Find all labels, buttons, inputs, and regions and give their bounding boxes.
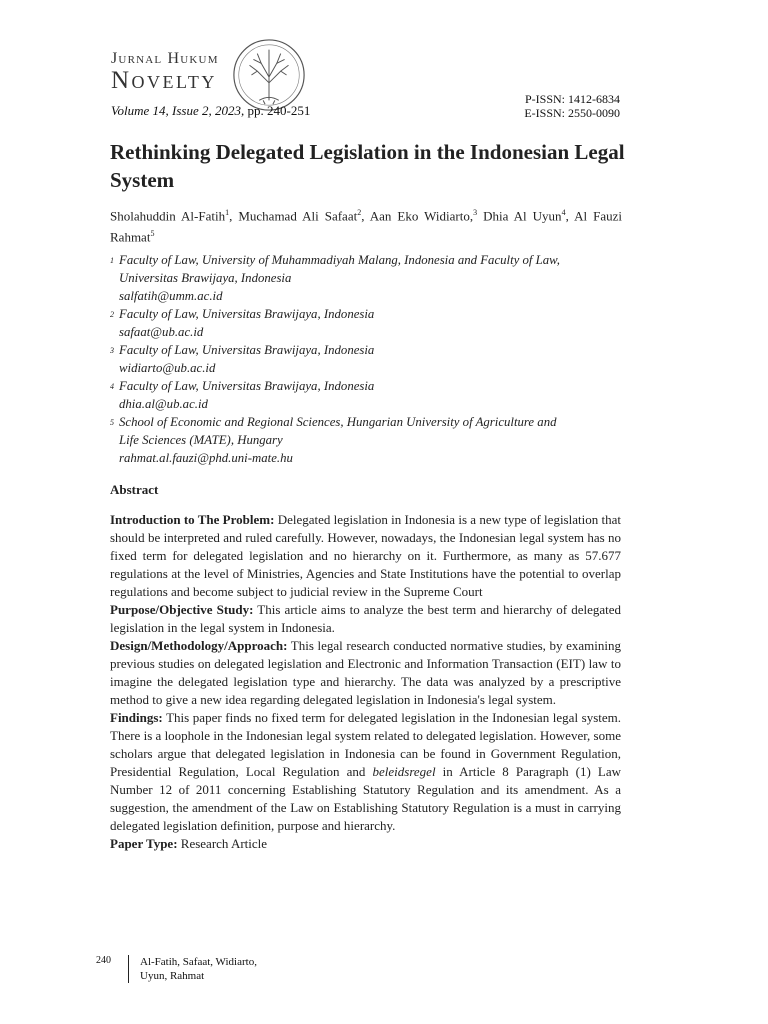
affiliation-line: Faculty of Law, Universitas Brawijaya, Indonesia — [119, 379, 375, 393]
findings-label: Findings: — [110, 710, 163, 725]
findings-italic-term: beleidsregel — [372, 764, 436, 779]
journal-name-line2: Novelty — [111, 67, 217, 94]
findings-text-2: in Article 8 Paragraph (1) Law Number 12 of 2011 concerning Establishing Statutory Regulation and its amendment. As a suggestion, the amendment of the Law on Establishing Statutory Regulation is a must in carrying delegated legislation definition, purpose and hierarchy. — [110, 764, 621, 833]
abstract-design — [110, 637, 621, 709]
affiliation-line: safaat@ub.ac.id — [119, 325, 204, 339]
footer-divider — [128, 955, 129, 983]
p-issn: P-ISSN: 1412-6834 — [524, 92, 620, 106]
affiliation-item — [110, 377, 630, 413]
papertype-text: Research Article — [177, 836, 268, 851]
affiliation-line: Life Sciences (MATE), Hungary — [119, 433, 283, 447]
affiliation-line: widiarto@ub.ac.id — [119, 361, 216, 375]
journal-name-line1: Jurnal Hukum — [111, 50, 219, 67]
abstract-heading: Abstract — [110, 482, 159, 497]
affiliation-list — [110, 251, 630, 467]
purpose-label: Purpose/Objective Study: — [110, 602, 254, 617]
affiliation-line: Universitas Brawijaya, Indonesia — [119, 271, 292, 285]
affiliation-number: 4 — [110, 382, 114, 391]
volume-issue: Volume 14, Issue 2, 2023, — [111, 103, 245, 118]
running-authors-line2: Uyun, Rahmat — [140, 970, 205, 982]
e-issn: E-ISSN: 2550-0090 — [524, 106, 620, 120]
affiliation-text — [119, 413, 630, 467]
author-separator: , — [361, 208, 370, 224]
author-list — [110, 204, 622, 247]
author-affiliation-marker: 2 — [357, 208, 362, 217]
page-range: pp. 240-251 — [247, 103, 311, 118]
running-authors — [140, 955, 257, 983]
abstract-introduction — [110, 511, 621, 601]
author-affiliation-marker: 4 — [561, 208, 566, 217]
affiliation-line: Faculty of Law, University of Muhammadiyah Malang, Indonesia and Faculty of Law, — [119, 253, 560, 267]
design-label: Design/Methodology/Approach: — [110, 638, 288, 653]
author-name: Aan Eko Widiarto, — [369, 208, 474, 224]
affiliation-number: 3 — [110, 346, 114, 355]
papertype-label: Paper Type: — [110, 836, 178, 851]
affiliation-text — [119, 341, 630, 377]
affiliation-line: Faculty of Law, Universitas Brawijaya, Indonesia — [119, 307, 375, 321]
author-separator: , — [229, 208, 239, 224]
intro-text: Delegated legislation in Indonesia is a new type of legislation that should be interpreted and ruled carefully. However, nowadays, the Indonesian legal system has no fixed term for delegated legislation and no hierarchy on it. Furthermore, as many as 57.677 regulations at the level of Ministries, Agencies and State Institutions have the potential to overlap regulations and become subject to judicial review in the Supreme Court — [110, 512, 621, 599]
affiliation-item — [110, 251, 630, 305]
affiliation-text — [119, 305, 630, 341]
abstract-purpose — [110, 601, 621, 637]
author-name: Sholahuddin Al-Fatih — [110, 208, 226, 224]
affiliation-line: Faculty of Law, Universitas Brawijaya, Indonesia — [119, 343, 375, 357]
issn-block — [524, 92, 620, 120]
affiliation-number: 1 — [110, 256, 114, 265]
intro-label: Introduction to The Problem: — [110, 512, 275, 527]
author-affiliation-marker: 5 — [150, 229, 155, 239]
affiliation-line: salfatih@umm.ac.id — [119, 289, 223, 303]
affiliation-number: 5 — [110, 418, 114, 427]
author-name: Muchamad Ali Safaat — [238, 208, 358, 224]
affiliation-item — [110, 341, 630, 377]
volume-line — [111, 103, 310, 119]
design-text: This legal research conducted normative studies, by examining previous studies on delegated legislation and Electronic and Information Transaction (EIT) law to imagine the delegated legislation type and hierarchy. The data was analyzed by a prescriptive method to give a new idea regarding delegated legislation in Indonesia's legal system. — [110, 638, 621, 707]
abstract-paper-type — [110, 835, 621, 853]
author-separator: , — [565, 208, 575, 224]
page-number: 240 — [96, 955, 111, 966]
abstract-findings — [110, 709, 621, 835]
findings-text-1: This paper finds no fixed term for delegated legislation in the Indonesian legal system. There is a loophole in the Indonesian legal system related to delegated legislation. However, some scholars argue that delegated legislation in Indonesia can be found in Government Regulation, Presidential Regulation, Local Regulation and — [110, 710, 621, 779]
author-name: Dhia Al Uyun — [483, 208, 562, 224]
author-affiliation-marker: 1 — [225, 208, 230, 217]
affiliation-number: 2 — [110, 310, 114, 319]
affiliation-text — [119, 377, 630, 413]
article-title: Rethinking Delegated Legislation in the Indonesian Legal System — [110, 140, 625, 192]
affiliation-line: dhia.al@ub.ac.id — [119, 397, 208, 411]
running-authors-line1: Al-Fatih, Safaat, Widiarto, — [140, 956, 257, 968]
abstract-body — [110, 511, 621, 853]
affiliation-line: rahmat.al.fauzi@phd.uni-mate.hu — [119, 451, 293, 465]
affiliation-line: School of Economic and Regional Sciences, Hungarian University of Agriculture and — [119, 415, 557, 429]
author-name: Al Fauzi Rahmat — [110, 208, 622, 245]
affiliation-text — [119, 251, 630, 305]
affiliation-item — [110, 305, 630, 341]
affiliation-item — [110, 413, 630, 467]
purpose-text: This article aims to analyze the best term and hierarchy of delegated legislation in the legal system in Indonesia. — [110, 602, 621, 635]
author-affiliation-marker: 3 — [473, 208, 478, 217]
